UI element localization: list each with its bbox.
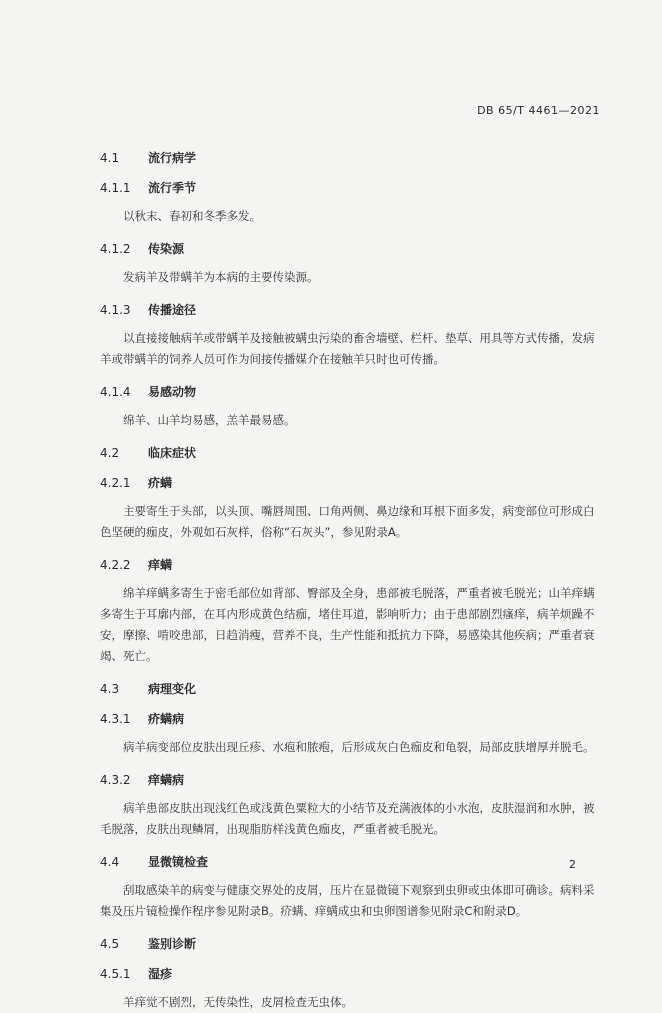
section-number: 4.1.1 [100, 181, 131, 195]
page-number: 2 [569, 858, 576, 871]
paragraph: 病羊患部皮肤出现浅红色或浅黄色粟粒大的小结节及充满液体的小水泡，皮肤湿润和水肿，被毛脱落，皮肤出现鳞屑，出现脂肪样浅黄色痂皮，严重者被毛脱光。 [100, 801, 595, 836]
paragraph: 发病羊及带螨羊为本病的主要传染源。 [123, 270, 319, 284]
paragraph: 以秋末、春初和冬季多发。 [123, 209, 261, 223]
section-title: 临床症状 [148, 446, 197, 460]
section-title: 痒螨病 [148, 773, 185, 787]
section-heading [100, 936, 600, 952]
section-title: 痒螨 [148, 558, 173, 572]
section-number: 4.3 [100, 682, 120, 696]
section-number: 4.5.1 [100, 967, 131, 981]
section-heading [100, 302, 600, 318]
section-heading [100, 557, 600, 573]
section-title: 流行病学 [148, 151, 197, 165]
section-heading [100, 772, 600, 788]
section-heading [100, 445, 600, 461]
section-heading [100, 180, 600, 196]
section-number: 4.1.3 [100, 303, 131, 317]
section-title: 疥螨病 [148, 712, 185, 726]
paragraph: 主要寄生于头部，以头顶、嘴唇周围、口角两侧、鼻边缘和耳根下面多发，病变部位可形成白色坚硬的痂皮，外观如石灰样，俗称“石灰头”，参见附录A。 [100, 504, 595, 539]
paragraph: 病羊病变部位皮肤出现丘疹、水疱和脓疱，后形成灰白色痂皮和龟裂，局部皮肤增厚并脱毛。 [123, 740, 595, 754]
paragraph: 以直接接触病羊或带螨羊及接触被螨虫污染的畜舍墙壁、栏杆、垫草、用具等方式传播，发病羊或带螨羊的饲养人员可作为间接传播媒介在接触羊只时也可传播。 [100, 331, 595, 366]
section-heading [100, 475, 600, 491]
section-number: 4.1.4 [100, 385, 131, 399]
section-heading [100, 966, 600, 982]
section-title: 流行季节 [148, 181, 197, 195]
section-number: 4.2.1 [100, 476, 131, 490]
paragraph: 绵羊痒螨多寄生于密毛部位如背部、臀部及全身，患部被毛脱落，严重者被毛脱光；山羊痒螨多寄生于耳廓内部，在耳内形成黄色结痂，堵住耳道，影响听力；由于患部剧烈瘙痒，病羊烦躁不安，摩擦、啃咬患部，日趋消瘦，营养不良，生产性能和抵抗力下降，易感染其他疾病；严重者衰竭、死亡。 [100, 586, 595, 663]
section-number: 4.3.1 [100, 712, 131, 726]
paragraph: 绵羊、山羊均易感，羔羊最易感。 [123, 413, 296, 427]
section-number: 4.1 [100, 151, 120, 165]
section-title: 传染源 [148, 242, 185, 256]
section-title: 病理变化 [148, 682, 197, 696]
paragraph: 刮取感染羊的病变与健康交界处的皮屑，压片在显微镜下观察到虫卵或虫体即可确诊。病料采集及压片镜检操作程序参见附录B。疥螨、痒螨成虫和虫卵图谱参见附录C和附录D。 [100, 883, 595, 918]
section-title: 显微镜检查 [148, 855, 209, 869]
section-title: 疥螨 [148, 476, 173, 490]
section-number: 4.1.2 [100, 242, 131, 256]
section-number: 4.5 [100, 937, 120, 951]
section-number: 4.4 [100, 855, 120, 869]
section-title: 鉴别诊断 [148, 937, 197, 951]
section-number: 4.2 [100, 446, 120, 460]
section-title: 传播途径 [148, 303, 197, 317]
section-heading [100, 711, 600, 727]
section-number: 4.3.2 [100, 773, 131, 787]
section-heading [100, 681, 600, 697]
paragraph: 羊痒觉不剧烈，无传染性，皮屑检查无虫体。 [123, 995, 353, 1009]
section-title: 湿疹 [148, 967, 173, 981]
document-body [100, 150, 600, 1013]
section-number: 4.2.2 [100, 558, 131, 572]
standard-code: DB 65/T 4461—2021 [477, 104, 600, 117]
section-heading [100, 241, 600, 257]
section-heading [100, 854, 600, 870]
section-title: 易感动物 [148, 385, 197, 399]
section-heading [100, 384, 600, 400]
section-heading [100, 150, 600, 166]
